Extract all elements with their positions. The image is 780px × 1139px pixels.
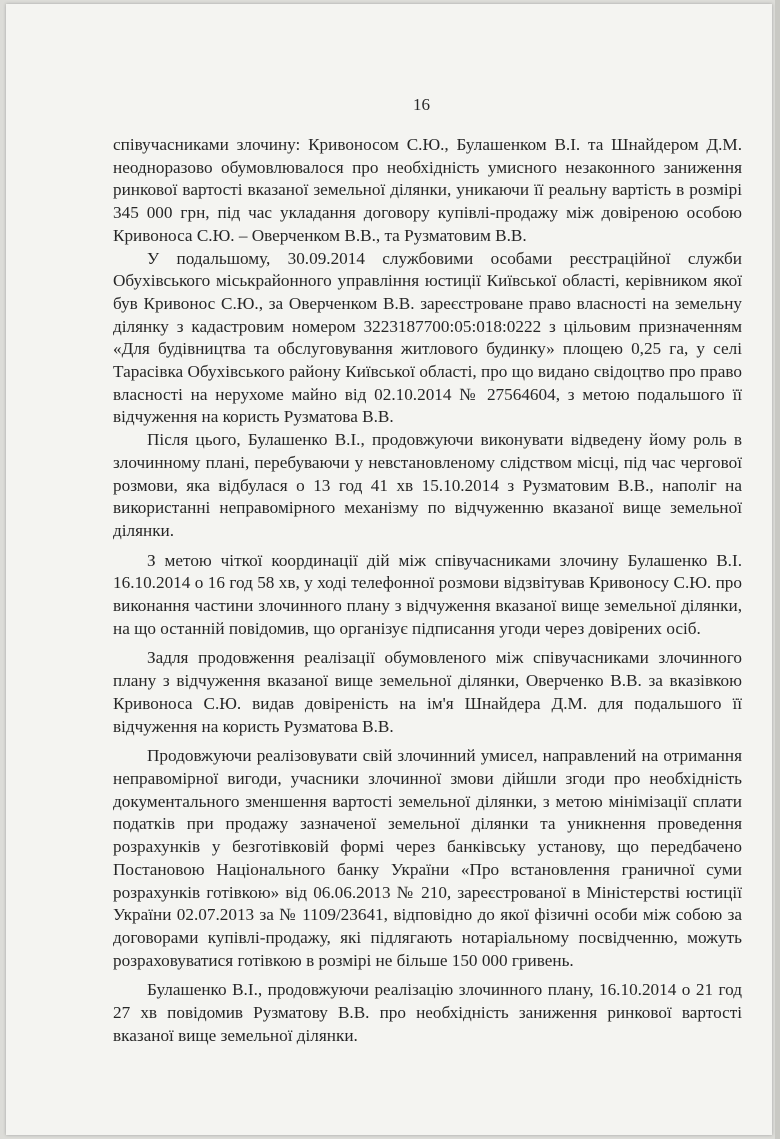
paragraph-1: співучасниками злочину: Кривоносом С.Ю., Булашенком В.І. та Шнайдером Д.М. неодноразово обумовлювалося про необхідність умисного незаконного заниження ринкової вартості вказаної земельної ділянки, уникаючи її реальну вартість в розмірі 345 000 грн, під час укладання договору купівлі-продажу між довіреною особою Кривоноса С.Ю. – Оверченком В.В., та Рузматовим В.В. [113,135,742,245]
paragraph-4: З метою чіткої координації дій між співучасниками злочину Булашенко В.І. 16.10.2014 о 16 год 58 хв, у ході телефонної розмови відзвітував Кривоносу С.Ю. про виконання частини злочинного плану з відчуження вказаної вище земельної ділянки, на що останній повідомив, що організує підписання угоди через довірених осіб. [113,550,742,638]
paragraph-6: Продовжуючи реалізовувати свій злочинний умисел, направлений на отримання неправомірної вигоди, учасники злочинної змови дійшли згоди про необхідність документального зменшення вартості земельної ділянки, з метою мінімізації сплати податків при продажу зазначеної земельної ділянки та уникнення проведення розрахунків у безготівковій формі через банківську установу, що передбачено Постановою Національного банку України «Про встановлення граничної суми розрахунків готівкою» від 06.06.2013 № 210, зареєстрованої в Міністерстві юстиції України 02.07.2013 за № 1109/23641, відповідно до якої фізичні особи між собою за договорами купівлі-продажу, які підлягають нотаріальному посвідченню, можуть розраховуватися готівкою в розмірі не більше 150 000 гривень. [113,746,742,970]
paragraph-5: Задля продовження реалізації обумовленого між співучасниками злочинного плану з відчуження вказаної вище земельної ділянки, Оверченко В.В. за вказівкою Кривоноса С.Ю. видав довіреність на ім'я Шнайдера Д.М. для подальшого її відчуження на користь Рузматова В.В. [113,648,742,736]
page-edge [775,0,780,1139]
paragraph-3: Після цього, Булашенко В.І., продовжуючи виконувати відведену йому роль в злочинному плані, перебуваючи у невстановленому слідством місці, під час чергової розмови, яка відбулася о 13 год 41 хв 15.10.2014 з Рузматовим В.В., наполіг на використанні неправомірного механізму по відчуженню вказаної вище земельної ділянки. [113,430,742,540]
page-number: 16 [413,95,430,114]
paragraph-2: У подальшому, 30.09.2014 службовими особами реєстраційної служби Обухівського міськрайонного управління юстиції Київської області, керівником якої був Кривонос С.Ю., за Оверченком В.В. зареєстроване право власності на земельну ділянку з кадастровим номером 3223187700:05:018:0222 з цільовим призначенням «Для будівництва та обслуговування житлового будинку» площею 0,25 га, у селі Тарасівка Обухівського району Київської області, про що видано свідоцтво про право власності на нерухоме майно від 02.10.2014 № 27564604, з метою подальшого її відчуження на користь Рузматова В.В. [113,248,742,427]
document-body [113,134,742,1047]
paragraph-7: Булашенко В.І., продовжуючи реалізацію злочинного плану, 16.10.2014 о 21 год 27 хв повідомив Рузматову В.В. про необхідність заниження ринкової вартості вказаної вище земельної ділянки. [113,980,742,1045]
